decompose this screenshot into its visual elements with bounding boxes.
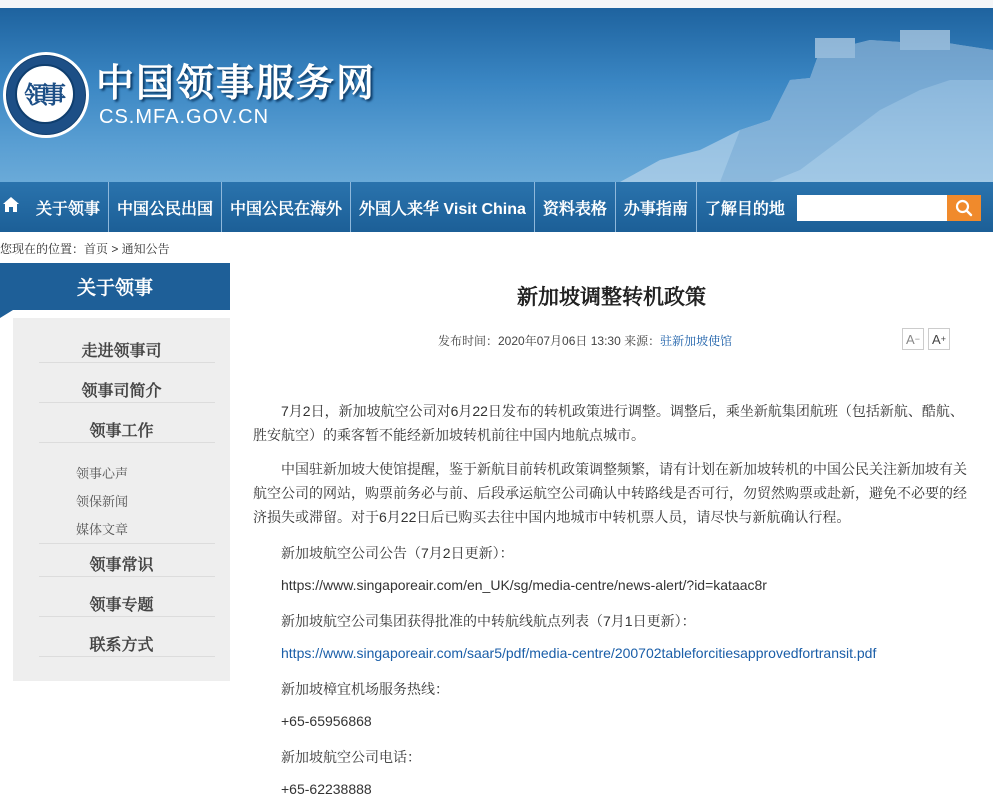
browser-top-strip	[0, 0, 993, 8]
sidebar	[0, 263, 230, 681]
sidebar-subitem-consular-voice[interactable]: 领事心声	[76, 466, 129, 481]
nav-item-destinations[interactable]: 了解目的地	[696, 182, 793, 232]
site-domain: CS.MFA.GOV.CN	[99, 106, 270, 128]
sidebar-divider	[39, 656, 215, 657]
sidebar-item-consular-knowledge[interactable]: 领事常识	[89, 557, 154, 574]
sidebar-menu	[13, 318, 230, 681]
article-source-link[interactable]: 驻新加坡使馆	[660, 334, 733, 348]
sidebar-item-contact[interactable]: 联系方式	[89, 637, 154, 654]
font-increase-label: A	[932, 331, 941, 347]
nav-item-visit-china[interactable]: 外国人来华 Visit China	[350, 182, 534, 232]
sidebar-item-consular-topics[interactable]: 领事专题	[89, 597, 154, 614]
article-line: 新加坡樟宜机场服务热线：	[281, 681, 449, 697]
search-input[interactable]	[797, 195, 947, 221]
article-line: 新加坡航空公司集团获得批准的中转航线航点列表（7月1日更新）：	[281, 613, 696, 629]
article-meta-prefix: 发布时间：2020年07月06日 13:30 来源：	[438, 334, 661, 348]
sidebar-subitem-protection-news[interactable]: 领保新闻	[76, 494, 129, 509]
nav-item-forms[interactable]: 资料表格	[534, 182, 615, 232]
sidebar-item-about-department[interactable]: 走进领事司	[81, 343, 162, 360]
sidebar-item-department-intro[interactable]: 领事司简介	[81, 383, 162, 400]
nav-item-about-consular[interactable]: 关于领事	[36, 200, 101, 218]
sidebar-heading: 关于领事	[0, 263, 230, 310]
home-icon[interactable]	[2, 196, 20, 214]
search-button[interactable]	[947, 195, 981, 221]
article-line: 新加坡航空公司电话：	[281, 749, 421, 765]
nav-item-citizens-abroad-going[interactable]: 中国公民出国	[108, 182, 221, 232]
font-decrease-button[interactable]: A −	[902, 328, 924, 350]
sidebar-divider	[39, 543, 215, 544]
nav-item-guide[interactable]: 办事指南	[615, 182, 696, 232]
search-icon	[955, 199, 973, 217]
sidebar-divider	[39, 362, 215, 363]
site-title[interactable]: 中国领事服务网	[96, 60, 377, 105]
site-banner	[0, 0, 993, 182]
sidebar-divider	[39, 616, 215, 617]
article-phone: +65-65956868	[281, 713, 372, 729]
font-increase-button[interactable]: A +	[928, 328, 950, 350]
sidebar-divider	[39, 442, 215, 443]
sidebar-item-consular-work[interactable]: 领事工作	[89, 423, 154, 440]
article-pdf-link[interactable]: https://www.singaporeair.com/saar5/pdf/media-centre/200702tableforcitiesapprovedfortransit.pdf	[281, 645, 877, 661]
article-phone: +65-62238888	[281, 781, 372, 797]
article-paragraph: 中国驻新加坡大使馆提醒，鉴于新航目前转机政策调整频繁，请有计划在新加坡转机的中国公民关注新加坡有关航空公司的网站，购票前务必与前、后段承运航空公司确认中转路线是否可行，勿贸然购票或赴新，避免不必要的经济损失或滞留。对于6月22日后已购买去往中国内地城市中转机票人员，请尽快与新航确认行程。	[253, 461, 967, 525]
breadcrumb: 您现在的位置：首页 > 通知公告	[0, 242, 170, 256]
article-meta	[438, 332, 732, 349]
article-line: 新加坡航空公司公告（7月2日更新）：	[281, 545, 514, 561]
article-url-text: https://www.singaporeair.com/en_UK/sg/media-centre/news-alert/?id=kataac8r	[281, 577, 767, 593]
sidebar-heading-notch	[0, 310, 13, 318]
article-title: 新加坡调整转机政策	[517, 286, 706, 309]
font-decrease-label: A	[906, 331, 915, 347]
consular-seal-logo: 領事	[3, 52, 89, 138]
nav-item-citizens-overseas[interactable]: 中国公民在海外	[221, 182, 350, 232]
sidebar-subitem-media-articles[interactable]: 媒体文章	[76, 522, 129, 537]
article-paragraph: 7月2日，新加坡航空公司对6月22日发布的转机政策进行调整。调整后，乘坐新航集团航班（包括新航、酷航、胜安航空）的乘客暂不能经新加坡转机前往中国内地航点城市。	[253, 403, 964, 443]
sidebar-divider	[39, 402, 215, 403]
sidebar-divider	[39, 576, 215, 577]
great-wall-illustration	[620, 20, 993, 182]
